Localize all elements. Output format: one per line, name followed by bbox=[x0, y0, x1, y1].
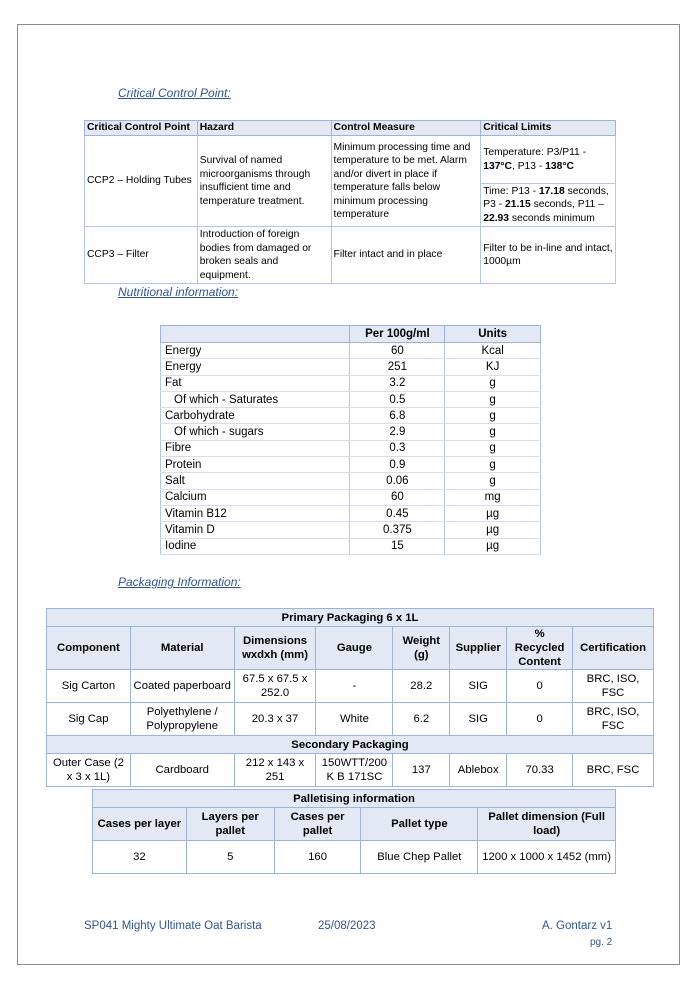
packaging-cell: BRC, ISO, FSC bbox=[573, 703, 654, 736]
packaging-cell: 150WTT/200 K B 171SC bbox=[316, 754, 393, 787]
packaging-row bbox=[47, 703, 654, 736]
palletising-title: Palletising information bbox=[93, 790, 616, 808]
ccp-table bbox=[84, 120, 616, 284]
nutrient-name: Fibre bbox=[161, 440, 350, 456]
palletising-header-dimension: Pallet dimension (Full load) bbox=[478, 808, 616, 841]
packaging-cell: Cardboard bbox=[130, 754, 234, 787]
packaging-cell: Coated paperboard bbox=[130, 670, 234, 703]
packaging-table bbox=[46, 608, 654, 787]
nutrient-value: 0.375 bbox=[350, 522, 445, 538]
packaging-cell: 67.5 x 67.5 x 252.0 bbox=[234, 670, 316, 703]
footer-document-name: SP041 Mighty Ultimate Oat Barista bbox=[84, 920, 262, 932]
ccp-hazard-cell: Survival of named microorganisms through insufficient time and temperature treatment. bbox=[197, 136, 331, 227]
ccp-measure-cell: Minimum processing time and temperature to be met. Alarm and/or divert in place if temperature falls below minimum processing temperature bbox=[331, 136, 481, 227]
nutrition-table bbox=[160, 325, 541, 555]
palletising-header-row bbox=[93, 808, 616, 841]
footer-date: 25/08/2023 bbox=[318, 920, 376, 932]
nutrient-value: 0.3 bbox=[350, 440, 445, 456]
nutrition-row bbox=[161, 457, 541, 473]
packaging-header-weight: Weight (g) bbox=[393, 627, 450, 670]
nutrient-unit: µg bbox=[445, 522, 541, 538]
packaging-cell: Sig Cap bbox=[47, 703, 131, 736]
primary-packaging-band bbox=[47, 609, 654, 627]
packaging-header-certification: Certification bbox=[573, 627, 654, 670]
packaging-cell: 0 bbox=[507, 703, 573, 736]
nutrition-row bbox=[161, 522, 541, 538]
nutrient-unit: mg bbox=[445, 489, 541, 505]
nutrition-row bbox=[161, 440, 541, 456]
packaging-cell: SIG bbox=[450, 670, 507, 703]
packaging-header-supplier: Supplier bbox=[450, 627, 507, 670]
nutrient-unit: g bbox=[445, 440, 541, 456]
nutrient-unit: µg bbox=[445, 538, 541, 554]
nutrient-unit: g bbox=[445, 408, 541, 424]
nutrient-value: 3.2 bbox=[350, 375, 445, 391]
ccp-point-cell: CCP2 – Holding Tubes bbox=[85, 136, 198, 227]
ccp-limit-time: Time: P13 - 17.18 seconds, P3 - 21.15 seconds, P11 – 22.93 seconds minimum bbox=[481, 184, 616, 227]
packaging-row bbox=[47, 754, 654, 787]
palletising-cell: Blue Chep Pallet bbox=[361, 841, 478, 874]
secondary-packaging-title: Secondary Packaging bbox=[47, 736, 654, 754]
nutrition-row bbox=[161, 408, 541, 424]
ccp-section-title: Critical Control Point: bbox=[118, 86, 231, 100]
nutrition-section-title: Nutritional information: bbox=[118, 285, 239, 299]
nutrient-name: Energy bbox=[161, 343, 350, 359]
nutrient-unit: Kcal bbox=[445, 343, 541, 359]
packaging-header-row bbox=[47, 627, 654, 670]
packaging-cell: 6.2 bbox=[393, 703, 450, 736]
nutrient-name: Of which - sugars bbox=[161, 424, 350, 440]
nutrition-header-row bbox=[161, 326, 541, 343]
footer-author: A. Gontarz v1 bbox=[542, 920, 613, 932]
packaging-header-recycled: % Recycled Content bbox=[507, 627, 573, 670]
nutrition-header-per100: Per 100g/ml bbox=[350, 326, 445, 343]
nutrient-name: Energy bbox=[161, 359, 350, 375]
nutrient-name: Protein bbox=[161, 457, 350, 473]
ccp-hazard-cell: Introduction of foreign bodies from damaged or broken seals and equipment. bbox=[197, 227, 331, 284]
nutrient-value: 0.9 bbox=[350, 457, 445, 473]
palletising-cell: 32 bbox=[93, 841, 187, 874]
ccp-limit-cell: Filter to be in-line and intact, 1000µm bbox=[481, 227, 616, 284]
packaging-cell: Ablebox bbox=[450, 754, 507, 787]
ccp-header-measure: Control Measure bbox=[331, 121, 481, 136]
nutrient-name: Of which - Saturates bbox=[161, 391, 350, 407]
nutrition-row bbox=[161, 489, 541, 505]
nutrient-value: 0.5 bbox=[350, 391, 445, 407]
ccp-header-hazard: Hazard bbox=[197, 121, 331, 136]
packaging-cell: 0 bbox=[507, 670, 573, 703]
palletising-header-layers: Layers per pallet bbox=[186, 808, 274, 841]
packaging-cell: 212 x 143 x 251 bbox=[234, 754, 316, 787]
palletising-cell: 1200 x 1000 x 1452 (mm) bbox=[478, 841, 616, 874]
ccp-header-limits: Critical Limits bbox=[481, 121, 616, 136]
nutrient-value: 251 bbox=[350, 359, 445, 375]
nutrition-header-units: Units bbox=[445, 326, 541, 343]
packaging-cell: 20.3 x 37 bbox=[234, 703, 316, 736]
nutrient-unit: g bbox=[445, 391, 541, 407]
nutrition-row bbox=[161, 391, 541, 407]
nutrient-value: 0.06 bbox=[350, 473, 445, 489]
packaging-cell: - bbox=[316, 670, 393, 703]
palletising-header-cases-pallet: Cases per pallet bbox=[274, 808, 361, 841]
palletising-header-cases-layer: Cases per layer bbox=[93, 808, 187, 841]
packaging-row bbox=[47, 670, 654, 703]
nutrient-unit: g bbox=[445, 457, 541, 473]
ccp-point-cell: CCP3 – Filter bbox=[85, 227, 198, 284]
nutrient-unit: g bbox=[445, 424, 541, 440]
ccp-limit-temperature: Temperature: P3/P11 - 137°C, P13 - 138°C bbox=[481, 136, 616, 184]
nutrient-name: Salt bbox=[161, 473, 350, 489]
page-number: pg. 2 bbox=[590, 937, 613, 948]
nutrition-header-nutrient bbox=[161, 326, 350, 343]
nutrient-name: Carbohydrate bbox=[161, 408, 350, 424]
nutrient-value: 60 bbox=[350, 489, 445, 505]
nutrient-unit: µg bbox=[445, 505, 541, 521]
secondary-packaging-band bbox=[47, 736, 654, 754]
nutrient-name: Calcium bbox=[161, 489, 350, 505]
packaging-header-dimensions: Dimensions wxdxh (mm) bbox=[234, 627, 316, 670]
nutrient-value: 2.9 bbox=[350, 424, 445, 440]
packaging-header-material: Material bbox=[130, 627, 234, 670]
palletising-cell: 160 bbox=[274, 841, 361, 874]
packaging-header-component: Component bbox=[47, 627, 131, 670]
nutrient-value: 6.8 bbox=[350, 408, 445, 424]
nutrient-value: 15 bbox=[350, 538, 445, 554]
packaging-header-gauge: Gauge bbox=[316, 627, 393, 670]
packaging-cell: BRC, FSC bbox=[573, 754, 654, 787]
packaging-cell: White bbox=[316, 703, 393, 736]
ccp-header-row bbox=[85, 121, 616, 136]
packaging-cell: BRC, ISO, FSC bbox=[573, 670, 654, 703]
nutrient-name: Iodine bbox=[161, 538, 350, 554]
palletising-table bbox=[92, 789, 616, 874]
nutrient-name: Vitamin B12 bbox=[161, 505, 350, 521]
nutrition-row bbox=[161, 538, 541, 554]
nutrition-row bbox=[161, 424, 541, 440]
packaging-cell: SIG bbox=[450, 703, 507, 736]
nutrition-row bbox=[161, 359, 541, 375]
packaging-cell: Outer Case (2 x 3 x 1L) bbox=[47, 754, 131, 787]
ccp-row bbox=[85, 227, 616, 284]
packaging-cell: Sig Carton bbox=[47, 670, 131, 703]
nutrition-row bbox=[161, 343, 541, 359]
nutrient-name: Fat bbox=[161, 375, 350, 391]
ccp-measure-cell: Filter intact and in place bbox=[331, 227, 481, 284]
palletising-row bbox=[93, 841, 616, 874]
packaging-cell: 70.33 bbox=[507, 754, 573, 787]
packaging-section-title: Packaging Information: bbox=[118, 575, 241, 589]
nutrient-unit: g bbox=[445, 375, 541, 391]
packaging-cell: Polyethylene / Polypropylene bbox=[130, 703, 234, 736]
nutrient-value: 0.45 bbox=[350, 505, 445, 521]
nutrient-unit: KJ bbox=[445, 359, 541, 375]
ccp-header-point: Critical Control Point bbox=[85, 121, 198, 136]
palletising-header-pallet-type: Pallet type bbox=[361, 808, 478, 841]
palletising-cell: 5 bbox=[186, 841, 274, 874]
nutrient-value: 60 bbox=[350, 343, 445, 359]
packaging-cell: 28.2 bbox=[393, 670, 450, 703]
primary-packaging-title: Primary Packaging 6 x 1L bbox=[47, 609, 654, 627]
packaging-cell: 137 bbox=[393, 754, 450, 787]
ccp-row bbox=[85, 136, 616, 184]
nutrient-unit: g bbox=[445, 473, 541, 489]
nutrient-name: Vitamin D bbox=[161, 522, 350, 538]
nutrition-row bbox=[161, 505, 541, 521]
palletising-band bbox=[93, 790, 616, 808]
nutrition-row bbox=[161, 375, 541, 391]
nutrition-row bbox=[161, 473, 541, 489]
